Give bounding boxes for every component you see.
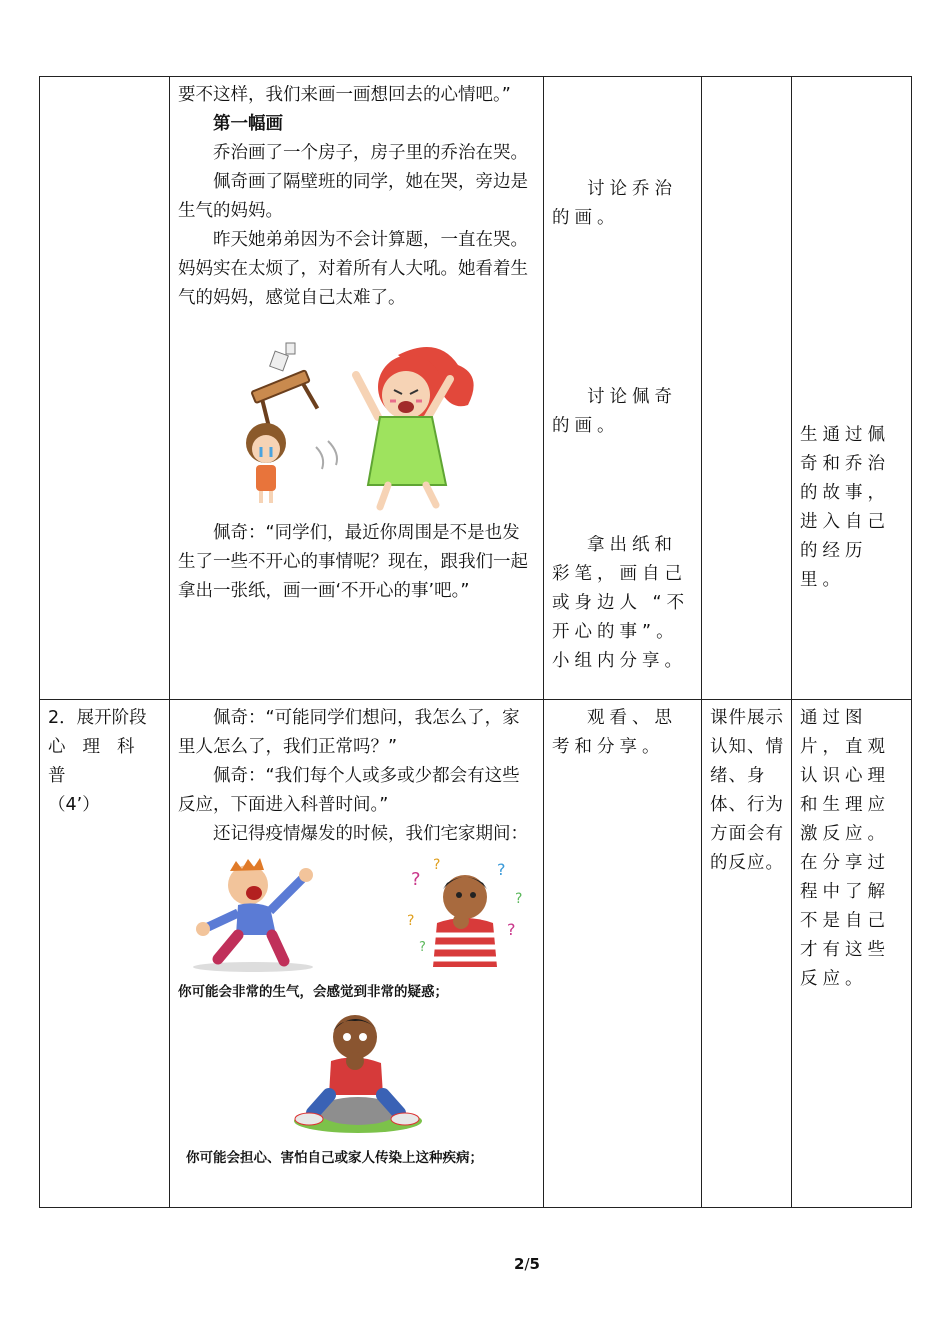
media-cell: [702, 700, 792, 1208]
student-activity-cell: [544, 77, 702, 700]
angry-mother-crying-girl-illustration: [228, 335, 488, 515]
stage-duration: （4’）: [48, 795, 100, 815]
design-intent-text: 生通过佩奇和乔治的故事，进入自己的经历里。: [800, 425, 890, 590]
worried-boy-illustration: [283, 1009, 433, 1137]
media-text: 课件展示认知、情绪、身体、行为方面会有的反应。: [710, 708, 784, 873]
student-activity-text: 讨论佩奇的画。: [552, 387, 677, 436]
stage-title: 心理科普: [48, 737, 152, 786]
svg-text:?: ?: [419, 940, 426, 955]
svg-text:?: ?: [497, 860, 506, 879]
svg-text:?: ?: [411, 869, 421, 890]
section-heading: 第一幅画: [213, 114, 283, 134]
confused-man-illustration: [397, 855, 537, 973]
figure-caption: 你可能会非常的生气，会感觉到非常的疑惑；: [178, 984, 448, 1000]
student-activity-text: 讨论乔治的画。: [552, 179, 677, 228]
design-intent-cell: [792, 77, 912, 700]
content-cell: [170, 700, 544, 1208]
figure-row: [178, 855, 537, 973]
lesson-plan-table: [39, 76, 912, 1208]
text-paragraph: 昨天她弟弟因为不会计算题，一直在哭。妈妈实在太烦了，对着所有人大吼。她看着生气的妈妈，感觉自己太难了。: [178, 230, 528, 308]
student-activity-text: 拿出纸和彩笔，画自己或身边人 “不开心的事”。小组内分享。: [552, 535, 690, 671]
angry-man-illustration: [178, 855, 328, 973]
figure-caption: 你可能会担心、害怕自己或家人传染上这种疾病；: [186, 1150, 483, 1166]
student-activity-cell: [544, 700, 702, 1208]
design-intent-cell: [792, 700, 912, 1208]
table-row: [40, 700, 912, 1208]
text-paragraph: 佩奇：“可能同学们想问，我怎么了，家里人怎么了，我们正常吗？”: [178, 708, 520, 757]
media-cell-empty: [702, 77, 792, 700]
table-row: [40, 77, 912, 700]
text-paragraph: 乔治画了一个房子，房子里的乔治在哭。: [213, 143, 528, 163]
text-paragraph: 佩奇：“我们每个人或多或少都会有这些反应，下面进入科普时间。”: [178, 766, 520, 815]
design-intent-text: 通过图片，直观认识心理和生理应激反应。在分享过程中了解不是自己才有这些反应。: [800, 708, 890, 989]
text-paragraph: 要不这样，我们来画一画想回去的心情吧。”: [178, 85, 511, 105]
svg-text:?: ?: [433, 857, 441, 873]
page-current: 2: [514, 1255, 525, 1273]
stage-cell-empty: [40, 77, 170, 700]
page-total: 5: [529, 1255, 540, 1273]
svg-text:?: ?: [515, 891, 523, 907]
content-cell: [170, 77, 544, 700]
page-separator: /: [524, 1255, 530, 1273]
stage-number: 2．展开阶段: [48, 708, 147, 728]
svg-text:?: ?: [507, 920, 516, 939]
page-number: [0, 1255, 950, 1273]
text-paragraph: 佩奇：“同学们，最近你周围是不是也发生了一些不开心的事情呢？现在，跟我们一起拿出一张纸，画一画‘不开心的事’吧。”: [178, 523, 528, 601]
svg-text:?: ?: [407, 913, 415, 929]
text-paragraph: 佩奇画了隔壁班的同学，她在哭，旁边是生气的妈妈。: [178, 172, 528, 221]
text-paragraph: 还记得疫情爆发的时候，我们宅家期间：: [213, 824, 528, 844]
stage-cell: [40, 700, 170, 1208]
student-activity-text: 观看、思考和分享。: [552, 708, 677, 757]
